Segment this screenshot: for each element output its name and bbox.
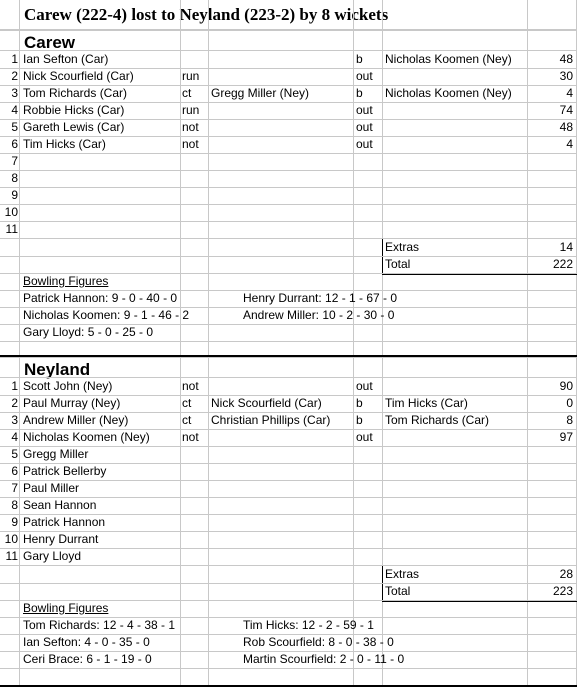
batsman-number: 2	[11, 396, 18, 410]
batsman-name: Scott John (Ney)	[23, 379, 113, 393]
bowled-flag: out	[356, 430, 373, 444]
batsman-number: 6	[11, 137, 18, 151]
runs-scored: 4	[566, 86, 573, 100]
dismissal-type: ct	[182, 86, 192, 100]
batsman-number: 1	[11, 52, 18, 66]
runs-scored: 48	[559, 52, 573, 66]
grid-row-line	[0, 307, 577, 308]
grid-row-line	[0, 583, 577, 584]
batsman-name: Gary Lloyd	[23, 549, 82, 563]
bowling-figure: Nicholas Koomen: 9 - 1 - 46 - 2	[23, 308, 190, 322]
bowler-name: Tom Richards (Car)	[385, 413, 490, 427]
runs-scored: 74	[559, 103, 573, 117]
grid-row-line	[0, 102, 577, 103]
batsman-name: Andrew Miller (Ney)	[23, 413, 129, 427]
bowled-flag: b	[356, 52, 363, 66]
runs-scored: 97	[559, 430, 573, 444]
grid-row-line	[0, 634, 577, 635]
bowled-flag: b	[356, 413, 363, 427]
grid-row-line	[0, 136, 577, 137]
bowling-figure: Ian Sefton: 4 - 0 - 35 - 0	[23, 635, 150, 649]
batsman-name: Tim Hicks (Car)	[23, 137, 106, 151]
batsman-name: Paul Murray (Ney)	[23, 396, 121, 410]
batsman-number: 8	[11, 498, 18, 512]
batsman-number: 8	[11, 171, 18, 185]
bowling-figure-row	[0, 290, 577, 307]
match-result-title: Carew (222-4) lost to Neyland (223-2) by 8 wickets	[24, 5, 389, 24]
total-label: Total	[385, 257, 411, 271]
batting-row	[0, 514, 577, 531]
bowling-figures-label: Bowling Figures	[23, 274, 109, 288]
grid-row-line	[0, 668, 577, 669]
bowling-figure: Martin Scourfield: 2 - 0 - 11 - 0	[243, 652, 405, 666]
batting-row	[0, 136, 577, 153]
batsman-number: 5	[11, 120, 18, 134]
grid-row-line	[0, 531, 577, 532]
batsman-name: Nicholas Koomen (Ney)	[23, 430, 150, 444]
batting-row	[0, 85, 577, 102]
batting-row	[0, 531, 577, 548]
bowling-figure: Henry Durrant: 12 - 1 - 67 - 0	[243, 291, 398, 305]
batsman-number: 9	[11, 515, 18, 529]
bowling-figure: Gary Lloyd: 5 - 0 - 25 - 0	[23, 325, 154, 339]
dismissal-type: not	[182, 379, 199, 393]
batsman-number: 11	[5, 222, 18, 236]
fielder-name: Gregg Miller (Ney)	[211, 86, 310, 100]
extras-value: 14	[559, 240, 573, 254]
grid-row-line	[0, 395, 577, 396]
bowling-figure: Ceri Brace: 6 - 1 - 19 - 0	[23, 652, 152, 666]
grid-row-line	[0, 617, 577, 618]
batsman-number: 5	[11, 447, 18, 461]
grid-row-line	[0, 341, 577, 342]
runs-scored: 30	[559, 69, 573, 83]
batting-row	[0, 463, 577, 480]
bowler-name: Tim Hicks (Car)	[385, 396, 468, 410]
bowled-flag: b	[356, 396, 363, 410]
grid-row-line	[0, 204, 577, 205]
batting-row	[0, 187, 577, 204]
batsman-number: 3	[11, 86, 18, 100]
dismissal-type: ct	[182, 396, 192, 410]
bowling-figure: Andrew Miller: 10 - 2 - 30 - 0	[243, 308, 395, 322]
bowled-flag: out	[356, 69, 373, 83]
batsman-number: 11	[5, 549, 18, 563]
batting-row	[0, 480, 577, 497]
batsman-name: Gregg Miller	[23, 447, 89, 461]
batsman-name: Henry Durrant	[23, 532, 99, 546]
batsman-number: 10	[4, 532, 18, 546]
total-value: 223	[552, 584, 573, 598]
grid-row-line	[0, 514, 577, 515]
bowled-flag: out	[356, 379, 373, 393]
grid-row-line	[0, 119, 577, 120]
bowling-figure: Tim Hicks: 12 - 2 - 59 - 1	[243, 618, 374, 632]
grid-row-line	[0, 377, 577, 378]
team-name: Neyland	[24, 360, 91, 379]
total-label: Total	[385, 584, 411, 598]
grid-row-line	[0, 187, 577, 188]
fielder-name: Christian Phillips (Car)	[211, 413, 331, 427]
batsman-number: 7	[11, 481, 18, 495]
batting-row	[0, 429, 577, 446]
bowling-figures-header	[0, 600, 577, 617]
batting-row	[0, 119, 577, 136]
batting-row	[0, 497, 577, 514]
batsman-number: 4	[11, 430, 18, 444]
grid-row-line	[0, 30, 577, 31]
grid-row-line	[0, 170, 577, 171]
bowling-figure: Patrick Hannon: 9 - 0 - 40 - 0	[23, 291, 178, 305]
grid-row-line	[0, 357, 577, 358]
batsman-name: Sean Hannon	[23, 498, 97, 512]
batsman-number: 3	[11, 413, 18, 427]
grid-row-line	[0, 85, 577, 86]
dismissal-type: run	[182, 103, 200, 117]
dismissal-type: not	[182, 120, 199, 134]
batsman-name: Robbie Hicks (Car)	[23, 103, 125, 117]
batting-row	[0, 395, 577, 412]
grid-row-line	[0, 565, 577, 566]
grid-row-line	[0, 497, 577, 498]
bowling-figures-header	[0, 273, 577, 290]
batting-row	[0, 204, 577, 221]
section-divider	[0, 355, 577, 357]
batsman-number: 7	[11, 154, 18, 168]
grid-row-line	[0, 600, 577, 601]
batting-row	[0, 378, 577, 395]
team-name: Carew	[24, 33, 76, 52]
grid-row-line	[0, 463, 577, 464]
runs-scored: 4	[566, 137, 573, 151]
batsman-number: 9	[11, 188, 18, 202]
runs-scored: 48	[559, 120, 573, 134]
batting-row	[0, 68, 577, 85]
batsman-number: 10	[4, 205, 18, 219]
batsman-name: Nick Scourfield (Car)	[23, 69, 134, 83]
batsman-name: Patrick Hannon	[23, 515, 106, 529]
grid-row-line	[0, 429, 577, 430]
batting-row	[0, 153, 577, 170]
batsman-name: Tom Richards (Car)	[23, 86, 128, 100]
batsman-number: 6	[11, 464, 18, 478]
grid-row-line	[0, 651, 577, 652]
batting-row	[0, 170, 577, 187]
grid-row-line	[0, 273, 577, 274]
extras-label: Extras	[385, 240, 420, 254]
batsman-name: Patrick Bellerby	[23, 464, 107, 478]
runs-scored: 8	[566, 413, 573, 427]
bowled-flag: out	[356, 137, 373, 151]
bowling-figure-row	[0, 634, 577, 651]
bowling-figure-row	[0, 617, 577, 634]
grid-row-line	[0, 290, 577, 291]
grid-row-line	[0, 256, 577, 257]
batting-row	[0, 51, 577, 68]
bowled-flag: out	[356, 103, 373, 117]
dismissal-type: not	[182, 430, 199, 444]
dismissal-type: ct	[182, 413, 192, 427]
bowling-figure-row	[0, 651, 577, 668]
batsman-number: 1	[11, 379, 18, 393]
bowling-figure-row	[0, 307, 577, 324]
grid-row-line	[0, 50, 577, 51]
dismissal-type: run	[182, 69, 200, 83]
batting-row	[0, 446, 577, 463]
grid-row-line	[0, 480, 577, 481]
batting-row	[0, 412, 577, 429]
batsman-number: 2	[11, 69, 18, 83]
batting-row	[0, 102, 577, 119]
runs-scored: 0	[566, 396, 573, 410]
batting-row	[0, 548, 577, 565]
grid-row-line	[0, 29, 577, 30]
bowler-name: Nicholas Koomen (Ney)	[385, 52, 512, 66]
bowler-name: Nicholas Koomen (Ney)	[385, 86, 512, 100]
batting-row	[0, 221, 577, 238]
grid-row-line	[0, 412, 577, 413]
bowling-figure-row	[0, 324, 577, 341]
bowling-figures-label: Bowling Figures	[23, 601, 109, 615]
runs-scored: 90	[559, 379, 573, 393]
extras-label: Extras	[385, 567, 420, 581]
grid-row-line	[0, 324, 577, 325]
extras-value: 28	[559, 567, 573, 581]
total-value: 222	[552, 257, 573, 271]
grid-row-line	[0, 221, 577, 222]
batsman-name: Gareth Lewis (Car)	[23, 120, 125, 134]
bowling-figure: Tom Richards: 12 - 4 - 38 - 1	[23, 618, 176, 632]
grid-row-line	[0, 68, 577, 69]
grid-row-line	[0, 548, 577, 549]
fielder-name: Nick Scourfield (Car)	[211, 396, 322, 410]
batsman-number: 4	[11, 103, 18, 117]
grid-row-line	[0, 238, 577, 239]
batsman-name: Paul Miller	[23, 481, 80, 495]
grid-row-line	[0, 153, 577, 154]
bowled-flag: b	[356, 86, 363, 100]
bowling-figure: Rob Scourfield: 8 - 0 - 38 - 0	[243, 635, 394, 649]
batsman-name: Ian Sefton (Car)	[23, 52, 109, 66]
dismissal-type: not	[182, 137, 199, 151]
grid-row-line	[0, 446, 577, 447]
bowled-flag: out	[356, 120, 373, 134]
